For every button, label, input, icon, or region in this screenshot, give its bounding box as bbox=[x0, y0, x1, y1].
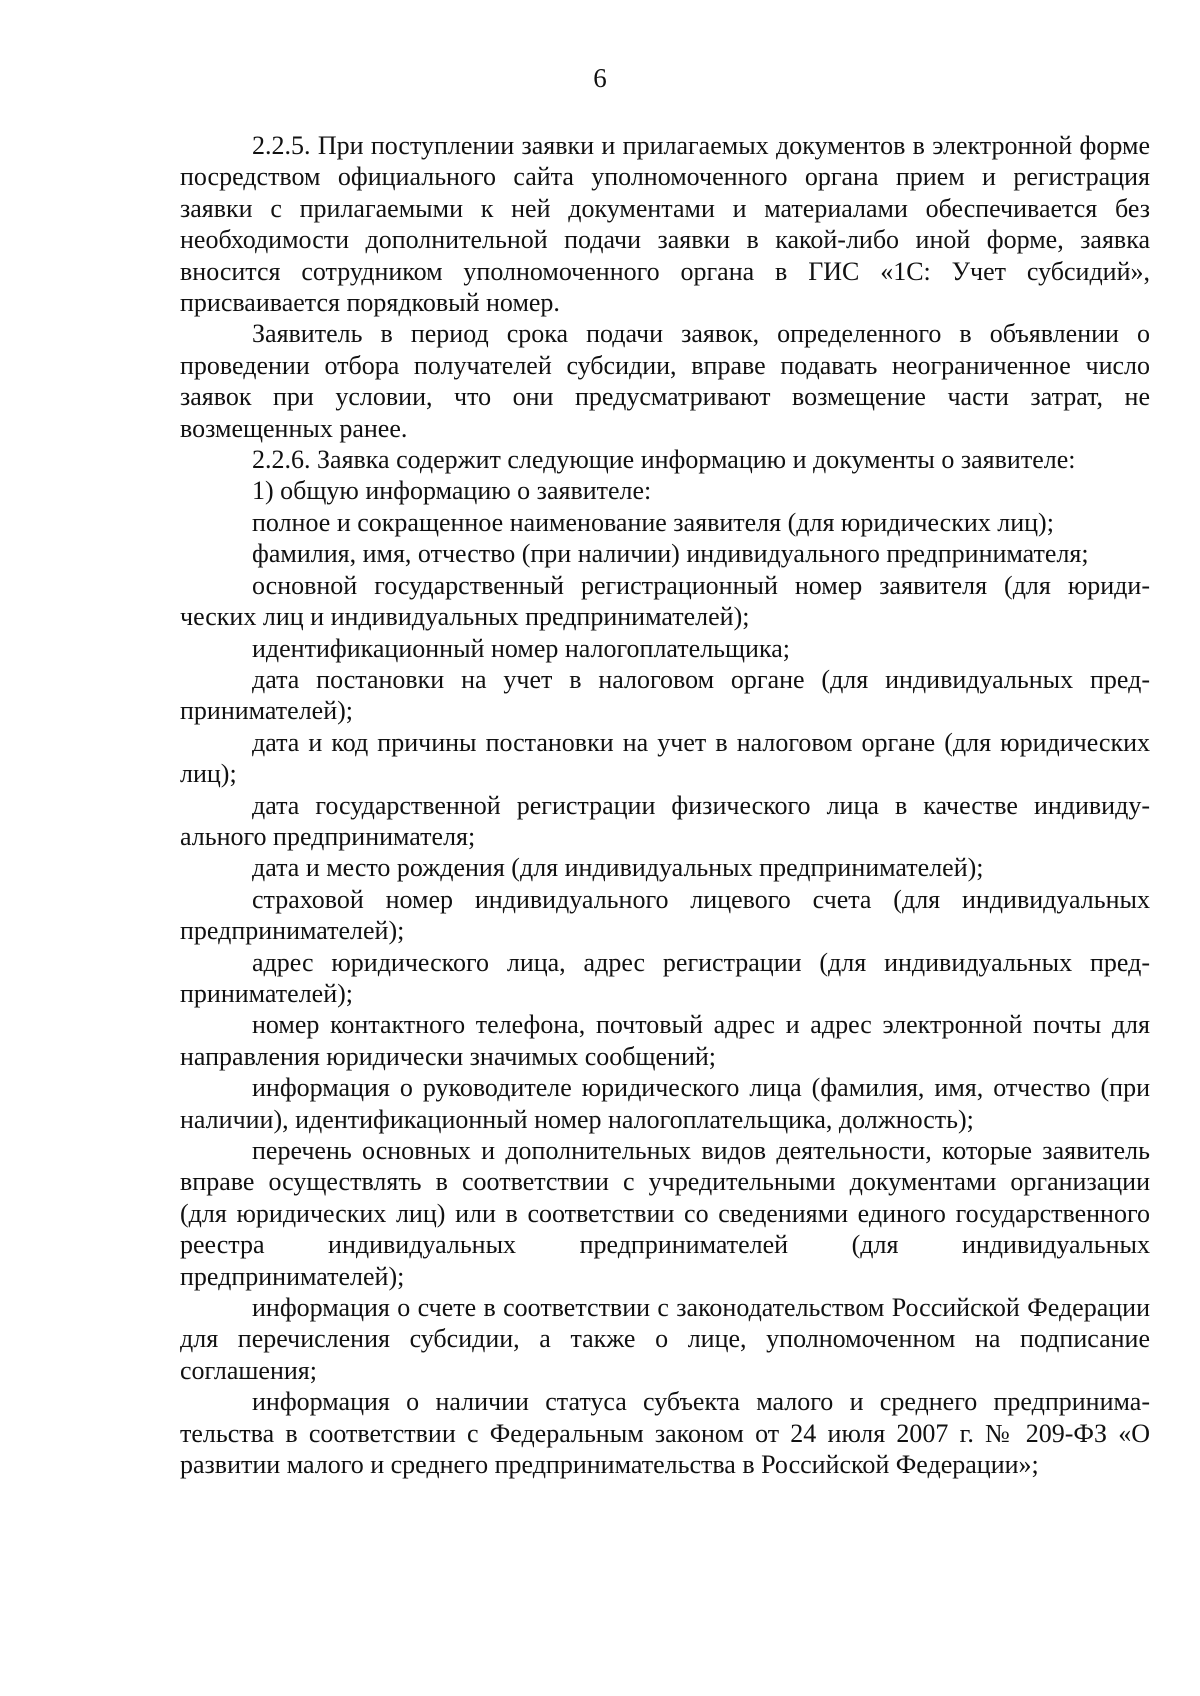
list-item-ogrn: основной государственный регистрационный номер заявителя (для юридических лиц и индивидуальных предпринимателей); bbox=[180, 570, 1150, 632]
document-body bbox=[180, 130, 1150, 1480]
list-item-state-registration-date: дата государственной регистрации физического лица в качестве индивидуального предпринимателя; bbox=[180, 790, 1150, 851]
list-item-contacts: номер контактного телефона, почтовый адрес и адрес электронной почты для направления юридически значимых сообщений; bbox=[180, 1010, 1150, 1071]
page-number: 6 bbox=[593, 63, 607, 93]
list-item-birth: дата и место рождения (для индивидуальных предпринимателей); bbox=[252, 853, 984, 883]
paragraph-applicant-submission: Заявитель в период срока подачи заявок, определенного в объявлении о проведении отбора получателей субсидии, вправе подавать неограниченное число заявок при условии, что они предусматривают возмещение части затрат, не возмещенных ранее. bbox=[180, 319, 1150, 443]
list-item-kpp: дата и код причины постановки на учет в налоговом органе (для юридических лиц); bbox=[180, 727, 1150, 789]
paragraph-2-2-6: 2.2.6. Заявка содержит следующие информацию и документы о заявителе: bbox=[252, 445, 1076, 475]
list-item-activities: перечень основных и дополнительных видов деятельности, которые заявитель вправе осуществлять в соответствии с учредительными документами организации (для юридических лиц) или в соответствии со сведениями единого государственного реестра индивидуальных предпринимателей (для индивидуальных предпринимателей); bbox=[180, 1136, 1150, 1291]
list-item-head-info: информация о руководителе юридического лица (фамилия, имя, отчество (при наличии), идентификационный номер налогоплательщика, должность); bbox=[180, 1073, 1150, 1134]
list-item-inn: идентификационный номер налогоплательщика; bbox=[252, 633, 790, 663]
list-item-general-info: 1) общую информацию о заявителе: bbox=[252, 476, 652, 506]
list-item-fio: фамилия, имя, отчество (при наличии) индивидуального предпринимателя; bbox=[252, 539, 1089, 569]
list-item-sme-status: информация о наличии статуса субъекта малого и среднего предпринимательства в соответствии с Федеральным законом от 24 июля 2007 г. № 209-ФЗ «О развитии малого и среднего предпринимательства в Российской Федерации»; bbox=[180, 1387, 1150, 1480]
list-item-name: полное и сокращенное наименование заявителя (для юридических лиц); bbox=[252, 507, 1054, 537]
list-item-tax-registration-date: дата постановки на учет в налоговом органе (для индивидуальных предпринимателей); bbox=[180, 664, 1150, 726]
list-item-snils: страховой номер индивидуального лицевого счета (для индивидуальных предпринимателей); bbox=[180, 884, 1150, 946]
list-item-address: адрес юридического лица, адрес регистрации (для индивидуальных предпринимателей); bbox=[180, 947, 1150, 1008]
paragraph-2-2-5: 2.2.5. При поступлении заявки и прилагаемых документов в электронной форме посредством официального сайта уполномоченного органа прием и регистрация заявки с прилагаемыми к ней документами и материалами обеспечивается без необходимости дополнительной подачи заявки в какой-либо иной форме, заявка вносится сотрудником уполномоченного органа в ГИС «1С: Учет субсидий», присваивается порядковый номер. bbox=[180, 131, 1150, 318]
list-item-account: информация о счете в соответствии с законодательством Российской Федерации для перечисления субсидии, а также о лице, уполномоченном на подписание соглашения; bbox=[180, 1293, 1150, 1385]
